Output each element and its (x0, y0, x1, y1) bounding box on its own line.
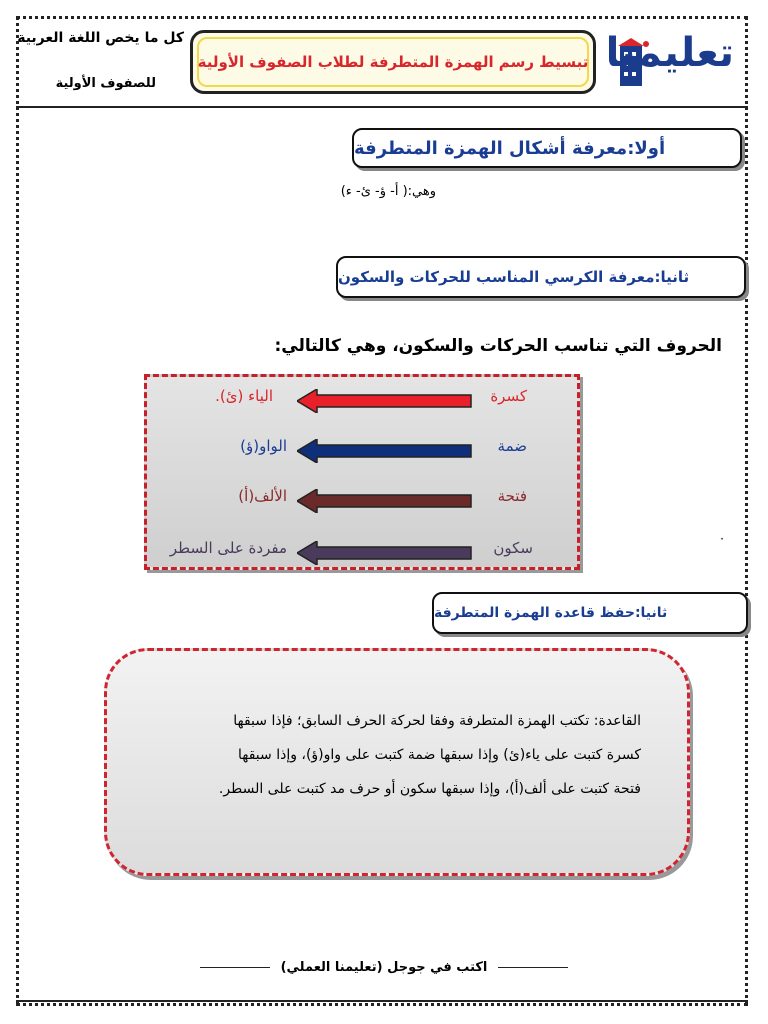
footer-text: اكتب في جوجل (تعليمنا العملي) (280, 960, 488, 975)
section-2-heading: معرفة الكرسي المناسب للحركات والسكون (338, 268, 655, 286)
section-1-lead: أولا: (627, 137, 666, 159)
left-arrow-icon (297, 439, 473, 463)
rule-line-2: كسرة كتبت على ياء(ئ) وإذا سبقها ضمة كتبت على واو(ؤ)، وإذا سبقها (238, 747, 641, 763)
left-arrow-icon (297, 389, 473, 413)
stray-dot: · (720, 532, 724, 546)
arrow-row-fatha (147, 487, 577, 517)
arrow-row-sukun (147, 539, 577, 569)
hamza-seat-label: مفردة على السطر (169, 539, 287, 557)
hamza-forms-line: وهي:( أ- ؤ- ئ- ء) (340, 184, 436, 199)
vowels-intro-line: الحروف التي تناسب الحركات والسكون، وهي كالتالي: (274, 336, 722, 356)
footer (0, 960, 768, 975)
section-1-heading-box (352, 128, 742, 168)
left-arrow-icon (297, 489, 473, 513)
section-1-heading: معرفة أشكال الهمزة المتطرفة (354, 137, 628, 159)
hamza-seat-label: الياء (ئ). (215, 387, 273, 405)
arrow-row-damma (147, 437, 577, 467)
vowel-label: ضمة (497, 437, 527, 455)
left-arrow-icon (297, 541, 473, 565)
arrow-row-kasra (147, 387, 577, 417)
header-divider (16, 106, 748, 108)
hamza-seat-label: الواو(ؤ) (240, 437, 287, 455)
title-banner (190, 30, 596, 94)
vowel-label: كسرة (490, 387, 527, 405)
logo-wordmark: تعليمنا (605, 30, 734, 76)
section-3-lead: ثانيا: (634, 605, 668, 621)
section-3-heading-box (432, 592, 748, 634)
footer-dash-left (200, 967, 270, 968)
footer-dash-right (498, 967, 568, 968)
page-title: تبسيط رسم الهمزة المتطرفة لطلاب الصفوف الأولية (197, 53, 589, 71)
vowel-label: فتحة (497, 487, 527, 505)
footer-divider (16, 1000, 748, 1002)
vowel-label: سكون (493, 539, 533, 557)
vowel-arrow-panel (144, 374, 580, 570)
header-subject-label: كل ما يخص اللغة العربية (17, 30, 184, 46)
rule-line-1: القاعدة: تكتب الهمزة المتطرفة وفقا لحركة الحرف السابق؛ فإذا سبقها (233, 713, 641, 729)
section-2-heading-box (336, 256, 746, 298)
rule-box (104, 648, 690, 876)
section-3-heading: حفظ قاعدة الهمزة المتطرفة (434, 605, 635, 621)
header-grade-label: للصفوف الأولية (55, 76, 156, 91)
section-2-lead: ثانيا: (654, 268, 690, 286)
hamza-seat-label: الألف(أ) (238, 487, 287, 505)
logo (605, 28, 734, 92)
rule-line-3: فتحة كتبت على ألف(أ)، وإذا سبقها سكون أو حرف مد كتبت على السطر. (218, 781, 641, 797)
